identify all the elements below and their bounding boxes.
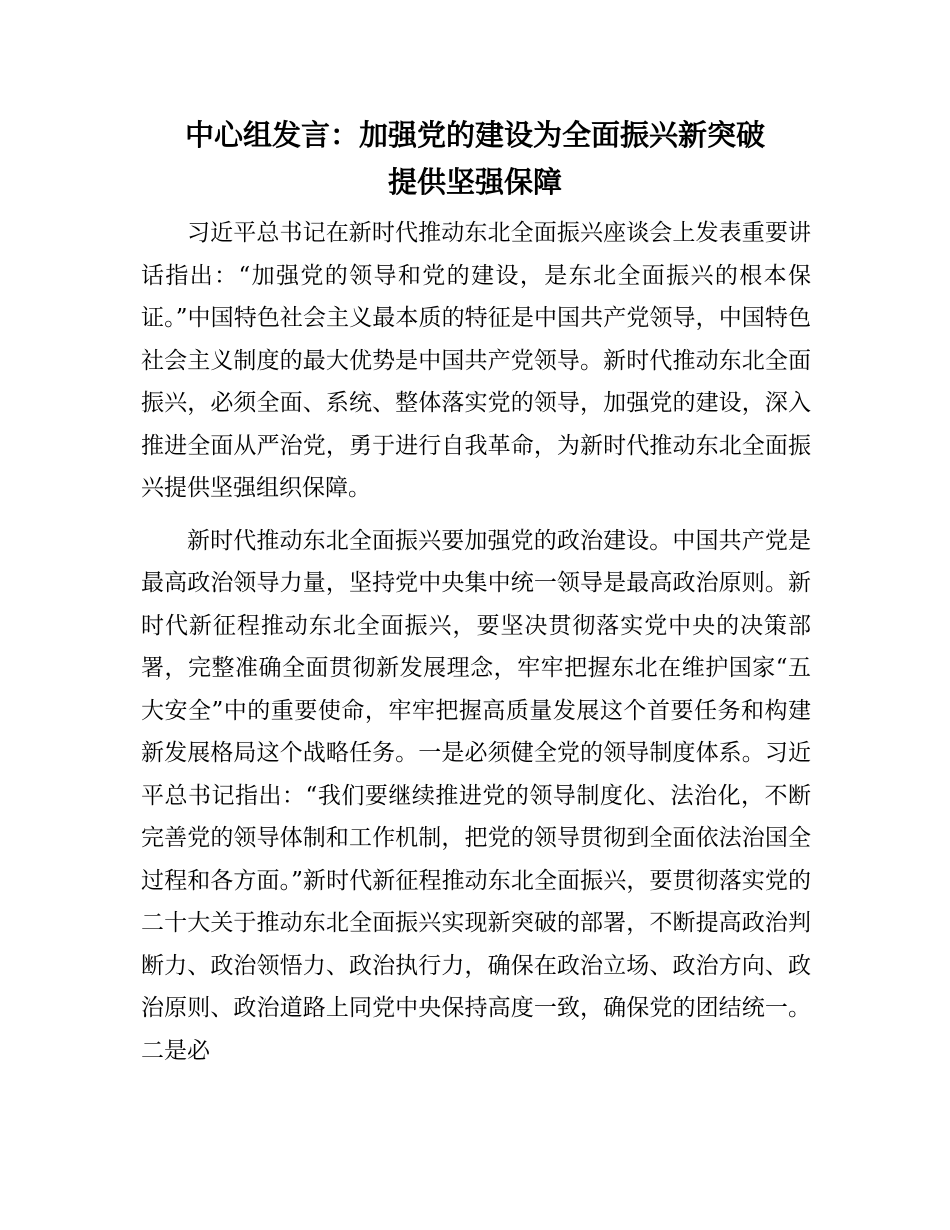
document-title <box>100 112 850 206</box>
title-line-1: 中心组发言：加强党的建设为全面振兴新突破 <box>184 118 765 152</box>
title-line-2: 提供坚强保障 <box>387 165 562 199</box>
document-body <box>141 212 811 1072</box>
paragraph-1: 习近平总书记在新时代推动东北全面振兴座谈会上发表重要讲话指出：“加强党的领导和党的建设，是东北全面振兴的根本保证。”中国特色社会主义最本质的特征是中国共产党领导，中国特色社会主义制度的最大优势是中国共产党领导。新时代推动东北全面振兴，必须全面、系统、整体落实党的领导，加强党的建设，深入推进全面从严治党，勇于进行自我革命，为新时代推动东北全面振兴提供坚强组织保障。 <box>141 220 811 501</box>
paragraph-2: 新时代推动东北全面振兴要加强党的政治建设。中国共产党是最高政治领导力量，坚持党中央集中统一领导是最高政治原则。新时代新征程推动东北全面振兴，要坚决贯彻落实党中央的决策部署，完整准确全面贯彻新发展理念，牢牢把握东北在维护国家“五大安全”中的重要使命，牢牢把握高质量发展这个首要任务和构建新发展格局这个战略任务。一是必须健全党的领导制度体系。习近平总书记指出：“我们要继续推进党的领导制度化、法治化，不断完善党的领导体制和工作机制，把党的领导贯彻到全面依法治国全过程和各方面。”新时代新征程推动东北全面振兴，要贯彻落实党的二十大关于推动东北全面振兴实现新突破的部署，不断提高政治判断力、政治领悟力、政治执行力，确保在政治立场、政治方向、政治原则、政治道路上同党中央保持高度一致，确保党的团结统一。二是必 <box>141 527 811 1064</box>
